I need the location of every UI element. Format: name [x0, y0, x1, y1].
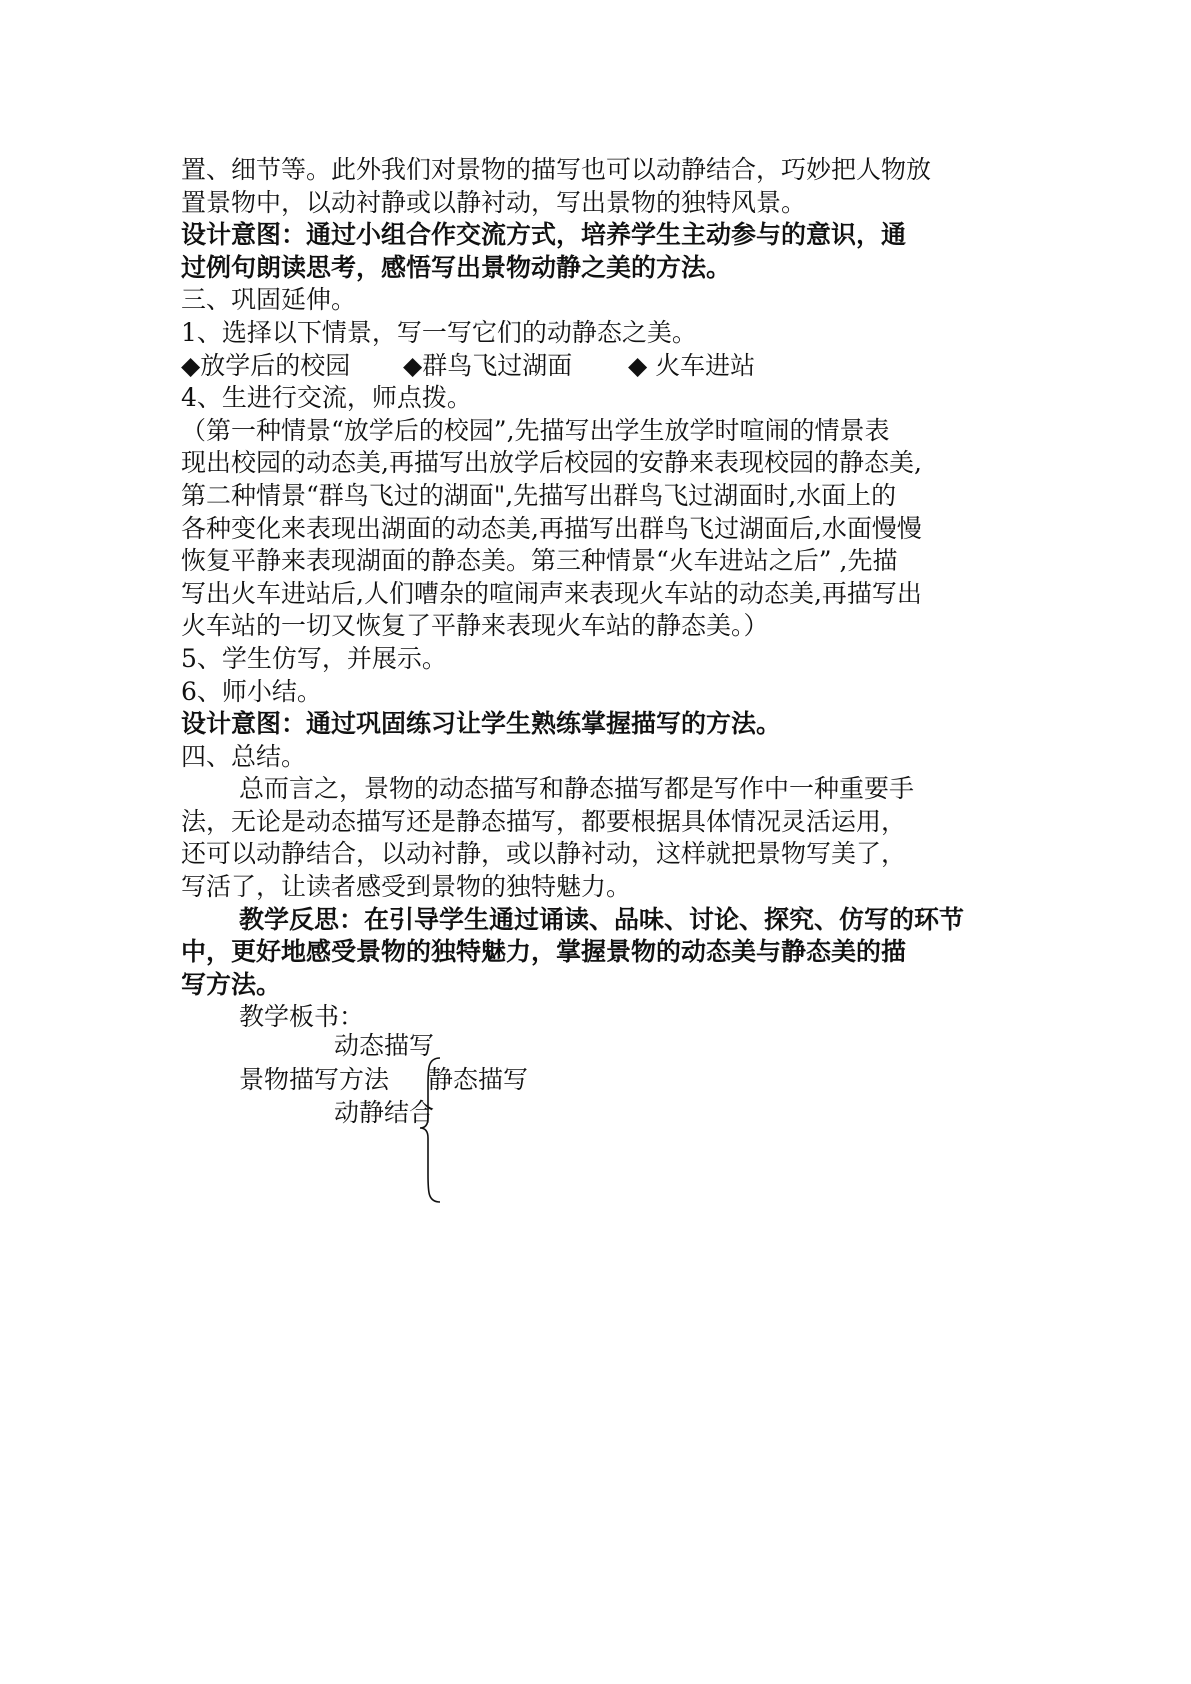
summary-line: 总而言之，景物的动态描写和静态描写都是写作中一种重要手: [239, 774, 915, 804]
paragraph-line: 置、细节等。此外我们对景物的描写也可以动静结合，巧妙把人物放: [181, 155, 932, 184]
curly-brace-icon: [418, 1056, 444, 1204]
paragraph-line: 置景物中，以动衬静或以静衬动，写出景物的独特风景。: [181, 187, 807, 217]
board-branch: 动态描写: [334, 1031, 435, 1060]
board-branch: 静态描写: [428, 1065, 529, 1094]
summary-line: 还可以动静结合，以动衬静，或以静衬动，这样就把景物写美了，: [181, 839, 907, 869]
scenario-option: ◆放学后的校园: [181, 350, 351, 380]
list-item: 6、师小结。: [181, 676, 322, 706]
paragraph-line: 恢复平静来表现湖面的静态美。第三种情景“火车进站之后” ,先描: [181, 546, 898, 576]
paragraph-line: 写出火车进站后,人们嘈杂的喧闹声来表现火车站的动态美,再描写出: [181, 578, 922, 608]
list-item: 4、生进行交流，师点拨。: [181, 383, 472, 413]
paragraph-line: 各种变化来表现出湖面的动态美,再描写出群鸟飞过湖面后,水面慢慢: [181, 513, 922, 543]
board-branch: 动静结合: [334, 1098, 435, 1127]
reflection-line: 写方法。: [181, 969, 282, 999]
summary-line: 法，无论是动态描写还是静态描写，都要根据具体情况灵活运用，: [181, 806, 907, 836]
list-item: 5、学生仿写，并展示。: [181, 643, 447, 673]
paragraph-line: （第一种情景“放学后的校园”,先描写出学生放学时喧闹的情景表: [181, 415, 890, 445]
reflection-line: 中，更好地感受景物的独特魅力，掌握景物的动态美与静态美的描: [181, 937, 907, 967]
summary-line: 写活了，让读者感受到景物的独特魅力。: [181, 872, 632, 902]
list-item: 1、选择以下情景，写一写它们的动静态之美。: [181, 317, 697, 347]
section-heading: 四、总结。: [181, 741, 307, 771]
paragraph-line: 现出校园的动态美,再描写出放学后校园的安静来表现校园的静态美,: [181, 448, 922, 478]
board-title: 教学板书：: [239, 1002, 365, 1032]
reflection-line: 教学反思：在引导学生通过诵读、品味、讨论、探究、仿写的环节: [239, 904, 965, 934]
design-intent-line: 设计意图：通过巩固练习让学生熟练掌握描写的方法。: [181, 709, 782, 739]
section-heading: 三、巩固延伸。: [181, 285, 357, 315]
board-root: 景物描写方法: [239, 1065, 390, 1094]
design-intent-line: 设计意图：通过小组合作交流方式，培养学生主动参与的意识，通: [181, 220, 907, 250]
scenario-option: ◆ 火车进站: [628, 350, 756, 380]
paragraph-line: 第二种情景“群鸟飞过的湖面",先描写出群鸟飞过湖面时,水面上的: [181, 480, 897, 510]
scenario-option: ◆群鸟飞过湖面: [403, 350, 573, 380]
paragraph-line: 火车站的一切又恢复了平静来表现火车站的静态美。）: [181, 611, 769, 641]
design-intent-line: 过例句朗读思考，感悟写出景物动静之美的方法。: [181, 252, 732, 282]
